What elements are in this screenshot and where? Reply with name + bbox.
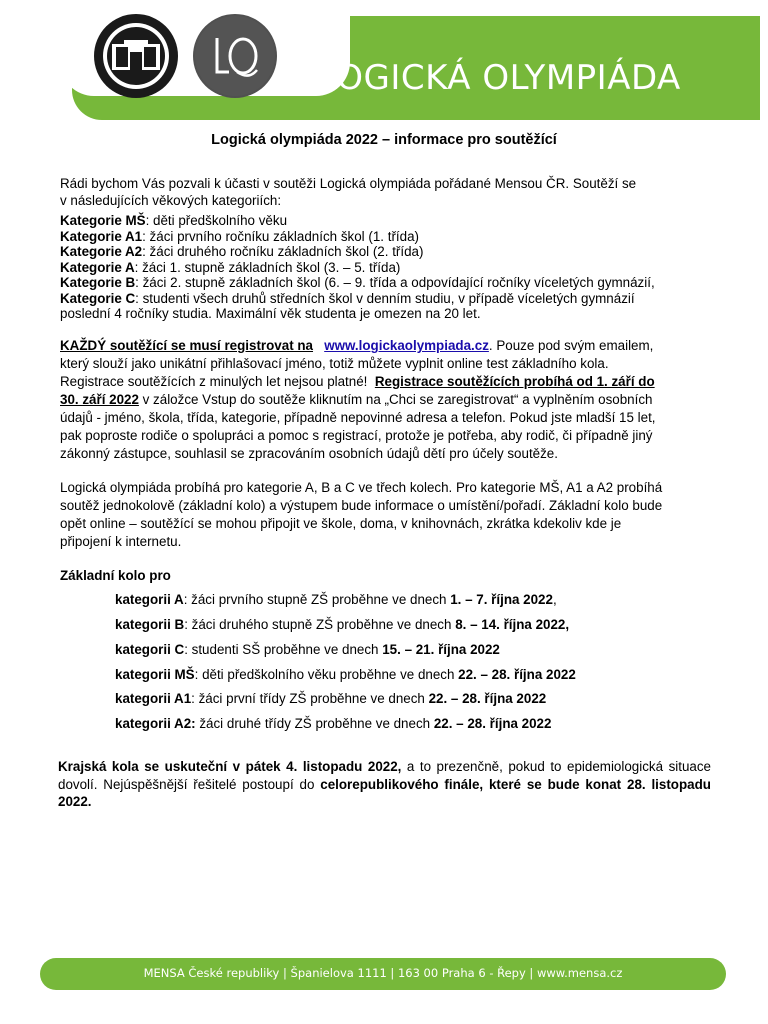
footer-text: MENSA České republiky | Španielova 1111 | 163 00 Praha 6 - Řepy | www.mensa.cz — [143, 966, 623, 980]
lo-logo — [193, 14, 277, 98]
category-item: Kategorie C: studenti všech druhů středních škol v denním studiu, v případě víceletých gymnázií — [60, 290, 635, 306]
intro-paragraph — [60, 176, 712, 209]
category-tail: poslední 4 ročníky studia. Maximální věk studenta je omezen na 20 let. — [60, 306, 481, 321]
mensa-logo — [94, 14, 178, 98]
schedule-row: kategorii A2: žáci druhé třídy ZŠ proběhne ve dnech 22. – 28. října 2022 — [115, 716, 552, 731]
intro-line: Rádi bychom Vás pozvali k účasti v soutěži Logická olympiáda pořádané Mensou ČR. Soutěží se — [60, 176, 637, 191]
document-title: Logická olympiáda 2022 – informace pro soutěžící — [211, 132, 557, 148]
schedule-row: kategorii C: studenti SŠ proběhne ve dnech 15. – 21. října 2022 — [115, 642, 500, 657]
registration-lead: KAŽDÝ soutěžící se musí registrovat na — [60, 338, 314, 353]
intro-line: v následujících věkových kategoriích: — [60, 192, 282, 208]
category-item: Kategorie A1: žáci prvního ročníku základních škol (1. třída) — [60, 228, 419, 244]
category-item: Kategorie B: žáci 2. stupně základních škol (6. – 9. třída a odpovídající ročníky víceletých gymnázií, — [60, 275, 655, 290]
schedule-row: kategorii B: žáci druhého stupně ZŠ proběhne ve dnech 8. – 14. října 2022, — [115, 617, 570, 632]
category-item: Kategorie MŠ: děti předškolního věku — [60, 213, 288, 228]
category-list — [60, 213, 712, 322]
category-item: Kategorie A2: žáci druhého ročníku základních škol (2. třída) — [60, 244, 424, 259]
registration-paragraph: KAŽDÝ soutěžící se musí registrovat na www.logickaolympiada.cz. Pouze pod svým emailem, který slouží jako unikátní přihlašovací jméno, totiž můžete vyplnit online test základního kola. Registrace soutěžících z minulých let nejsou platné! Registrace soutěžících probíhá od 1. září do 30. září 2022 v záložce Vstup do soutěže kliknutím na „Chci se zaregistrovat“ a vyplněním osobních údajů - jméno, škola, třída, kategorie, případně nepovinné adresa a telefon. Pokud jste mladší 15 let, pak poproste rodiče o spolupráci a pomoc s registrací, protože je potřeba, aby rodič, či případně jiný zákonný zástupce, souhlasil se zpracováním osobních údajů dětí pro účely soutěže. — [60, 338, 656, 461]
schedule-row: kategorii A1: žáci první třídy ZŠ proběhne ve dnech 22. – 28. října 2022 — [115, 691, 547, 706]
schedule-row: kategorii MŠ: děti předškolního věku proběhne ve dnech 22. – 28. října 2022 — [115, 667, 576, 682]
category-item: Kategorie A: žáci 1. stupně základních škol (3. – 5. třída) — [60, 259, 401, 275]
schedule-row: kategorii A: žáci prvního stupně ZŠ proběhne ve dnech 1. – 7. října 2022, — [115, 592, 557, 607]
round-info-paragraph: Logická olympiáda probíhá pro kategorie A, B a C ve třech kolech. Pro kategorie MŠ, A1 a A2 probíhá soutěž jednokolově (základní kolo) a výstupem bude informace o umístění/pořadí. Základní kolo bude opět online – soutěžící se mohou připojit ve škole, doma, v knihovnách, zkrátka kdekoliv kde je připojení k internetu. — [60, 480, 663, 549]
footer-bar — [40, 958, 726, 990]
schedule-heading: Základní kolo pro — [60, 568, 171, 583]
regional-round-paragraph: Krajská kola se uskuteční v pátek 4. listopadu 2022, a to prezenčně, pokud to epidemiologická situace dovolí. Nejúspěšnější řešitelé postoupí do celorepublikového finále, které se bude konat 28. listopadu 2022. — [58, 759, 711, 809]
brand-title: LOGICKÁ OLYMPIÁDA — [318, 58, 681, 98]
website-link[interactable]: www.logickaolympiada.cz — [324, 338, 489, 353]
